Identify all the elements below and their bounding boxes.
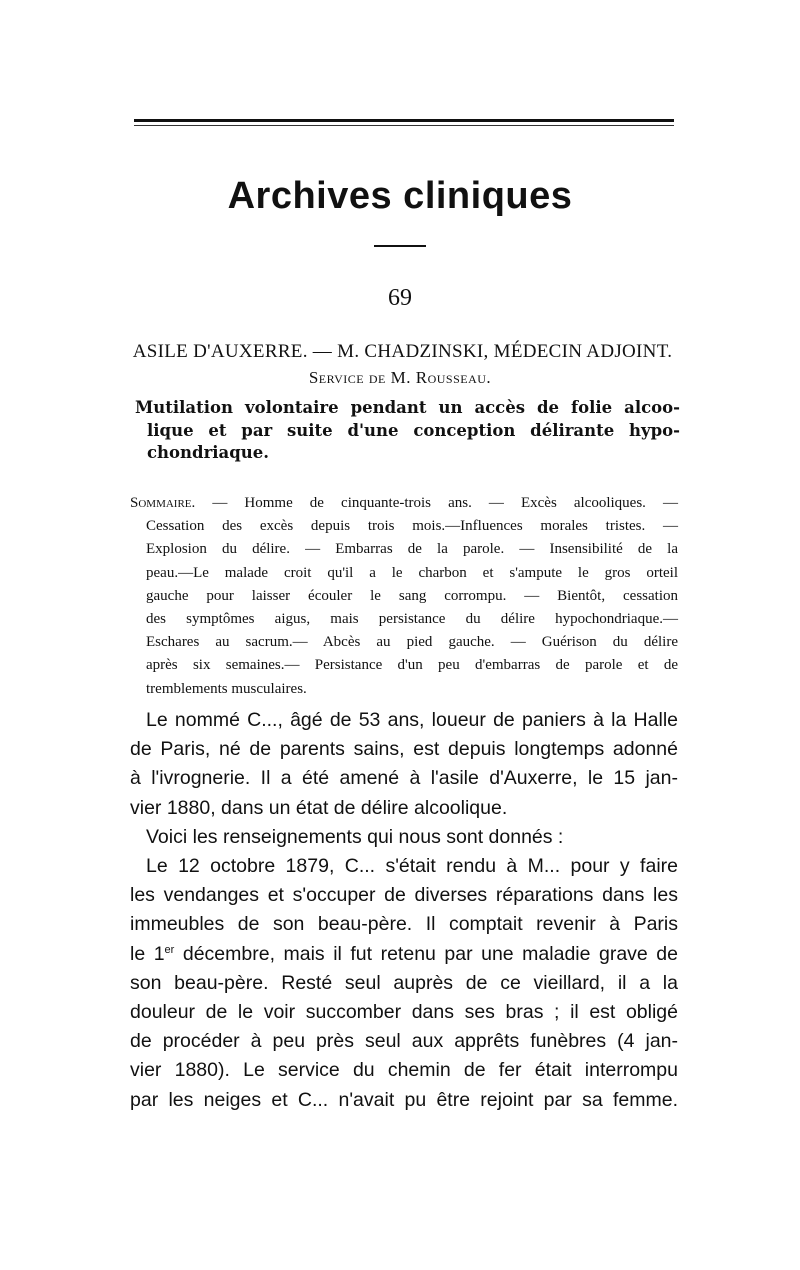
body-line: son beau-père. Resté seul auprès de ce vieillard, il a la — [130, 971, 678, 994]
summary-line: gauche pour laisser écouler le sang corrompu. — Bientôt, cessation — [146, 587, 678, 604]
body-line: les vendanges et s'occuper de diverses réparations dans les — [130, 884, 678, 907]
summary-line: tremblements musculaires. — [146, 680, 307, 697]
summary-line: peau.—Le malade croit qu'il a le charbon et s'ampute le gros orteil — [146, 564, 678, 581]
body-line: Le 12 octobre 1879, C... s'était rendu à M... pour y faire — [146, 855, 678, 878]
body-line: Voici les renseignements qui nous sont donnés : — [146, 825, 564, 848]
body-line: par les neiges et C... n'avait pu être rejoint par sa femme. — [130, 1088, 678, 1111]
case-body-text — [130, 706, 678, 1115]
body-line-prefix: le 1 — [130, 942, 165, 965]
body-line: de procéder à peu près seul aux apprêts funèbres (4 jan- — [130, 1030, 678, 1053]
body-line: vier 1880). Le service du chemin de fer était interrompu — [130, 1059, 678, 1082]
body-line: immeubles de son beau-père. Il comptait revenir à Paris — [130, 913, 678, 936]
body-line-suffix: décembre, mais il fut retenu par une maladie grave de — [174, 942, 678, 965]
case-title-line: Mutilation volontaire pendant un accès de folie alcoo- — [135, 398, 680, 417]
body-line: douleur de le voir succomber dans ses bras ; il est obligé — [130, 1001, 678, 1024]
title-divider — [374, 245, 426, 247]
summary-first-line-text: — Homme de cinquante-trois ans. — Excès alcooliques. — — [195, 495, 678, 511]
summary-line: après six semaines.— Persistance d'un peu d'embarras de parole et de — [146, 657, 678, 674]
case-title — [135, 397, 680, 465]
case-title-line: lique et par suite d'une conception délirante hypo- — [147, 420, 680, 440]
asylum-heading: ASILE D'AUXERRE. — M. CHADZINSKI, MÉDECIN ADJOINT. — [132, 341, 673, 362]
body-line: Le nommé C..., âgé de 53 ans, loueur de paniers à la Halle — [146, 709, 678, 731]
service-heading: Service de M. Rousseau. — [308, 368, 492, 387]
body-line: vier 1880, dans un état de délire alcoolique. — [130, 796, 508, 819]
summary-label: Sommaire. — [130, 495, 196, 511]
ordinal-superscript: er — [164, 943, 175, 956]
case-title-line: chondriaque. — [147, 443, 270, 462]
case-number: 69 — [388, 285, 412, 311]
summary-line: Explosion du délire. — Embarras de la parole. — Insensibilité de la — [146, 541, 678, 558]
body-line — [130, 940, 678, 969]
summary-first-line — [130, 492, 678, 515]
summary-line: des symptômes aigus, mais persistance du délire hypochondriaque.— — [146, 611, 678, 628]
section-title: Archives cliniques — [227, 175, 573, 217]
summary-line: Cessation des excès depuis trois mois.—Influences morales tristes. — — [146, 518, 678, 535]
case-summary — [130, 492, 678, 701]
body-line: de Paris, né de parents sains, est depuis longtemps adonné — [130, 738, 678, 761]
summary-line: Eschares au sacrum.— Abcès au pied gauche. — Guérison du délire — [146, 634, 678, 651]
body-line: à l'ivrognerie. Il a été amené à l'asile d'Auxerre, le 15 jan- — [130, 767, 678, 790]
